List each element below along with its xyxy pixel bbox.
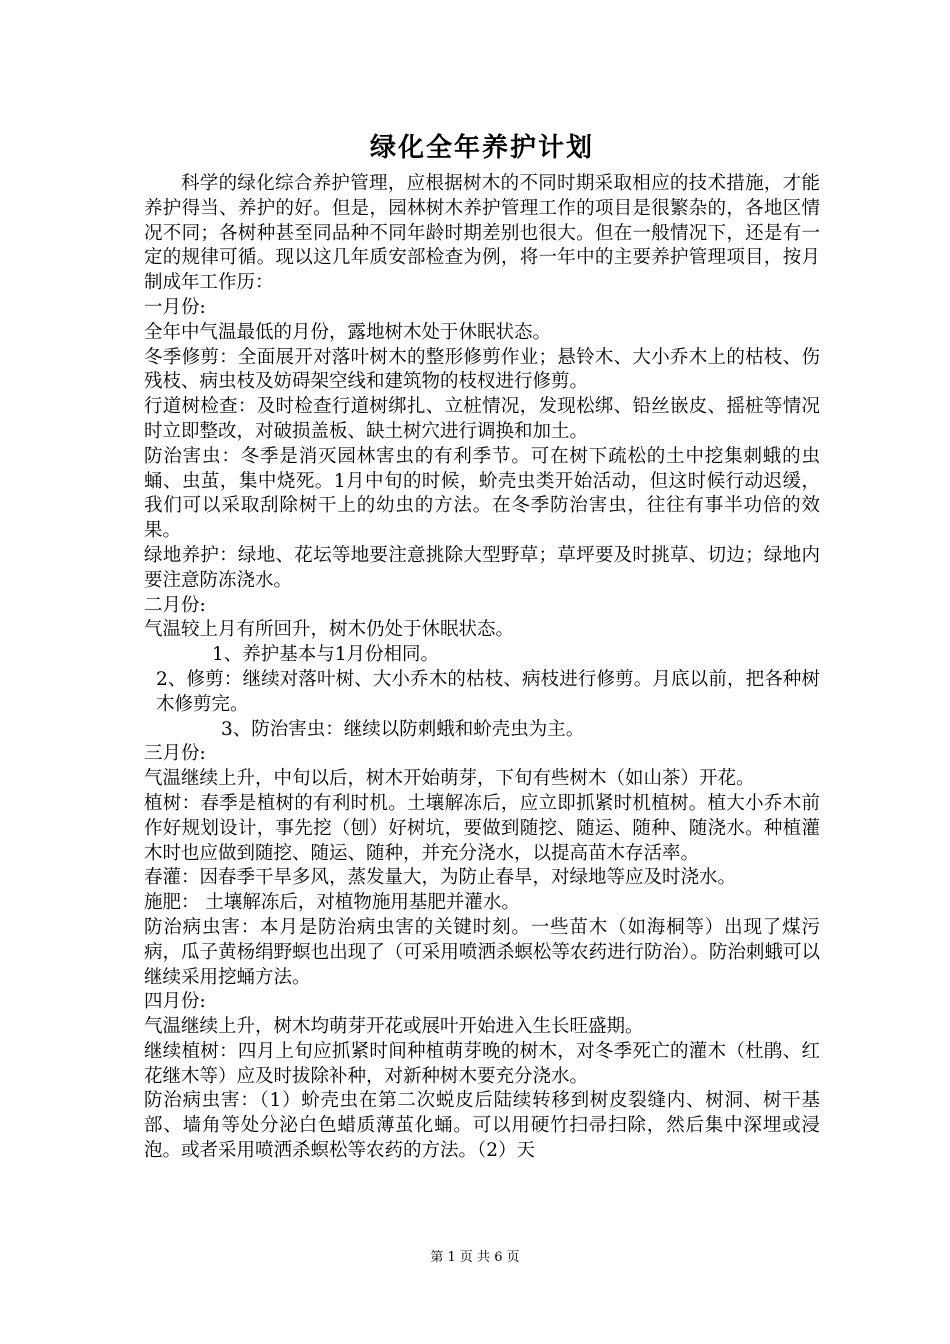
section-heading-april: 四月份: — [144, 991, 206, 1013]
paragraph: 气温继续上升，中旬以后，树木开始萌芽，下旬有些树木（如山茶）开花。 — [144, 768, 755, 790]
document-body — [144, 172, 820, 1164]
paragraph: 全年中气温最低的月份，露地树木处于休眠状态。 — [144, 321, 552, 343]
document-title: 绿化全年养护计划 — [369, 133, 594, 163]
list-item: 2、修剪：继续对落叶树、大小乔木的枯枝、病枝进行修剪。月底以前，把各种树木修剪完。 — [156, 668, 820, 715]
page-footer: 第 1 页 共 6 页 — [430, 1250, 520, 1265]
section-heading-march: 三月份: — [144, 743, 206, 765]
intro-paragraph: 科学的绿化综合养护管理，应根据树木的不同时期采取相应的技术措施，才能养护得当、养护的好。但是，园林树木养护管理工作的项目是很繁杂的，各地区情况不同；各树种甚至同品种不同年龄时期差别也很大。但在一般情况下，还是有一定的规律可循。现以这几年质安部检查为例，将一年中的主要养护管理项目，按月制成年工作历： — [144, 173, 820, 294]
paragraph: 植树：春季是植树的有利时机。土壤解冻后，应立即抓紧时机植树。植大小乔木前作好规划设计，事先挖（刨）好树坑，要做到随挖、随运、随种、随浇水。种植灌木时也应做到随挖、随运、随种，并充分浇水，以提高苗木存活率。 — [144, 792, 820, 864]
section-heading-january: 一月份: — [144, 296, 206, 318]
paragraph: 防治病虫害：本月是防治病虫害的关键时刻。一些苗木（如海桐等）出现了煤污病，瓜子黄杨绢野螟也出现了（可采用喷洒杀螟松等农药进行防治）。防治刺蛾可以继续采用挖蛹方法。 — [144, 916, 820, 988]
list-item: 3、防治害虫：继续以防刺蛾和蚧壳虫为主。 — [221, 718, 585, 740]
paragraph: 绿地养护：绿地、花坛等地要注意挑除大型野草；草坪要及时挑草、切边；绿地内要注意防冻浇水。 — [144, 544, 820, 591]
paragraph: 气温较上月有所回升，树木仍处于休眠状态。 — [144, 619, 515, 641]
section-heading-february: 二月份: — [144, 594, 206, 616]
paragraph: 冬季修剪：全面展开对落叶树木的整形修剪作业；悬铃木、大小乔木上的枯枝、伤残枝、病虫枝及妨碍架空线和建筑物的枝杈进行修剪。 — [144, 346, 820, 393]
paragraph: 气温继续上升，树木均萌芽开花或展叶开始进入生长旺盛期。 — [144, 1016, 644, 1038]
paragraph: 防治病虫害：（1）蚧壳虫在第二次蜕皮后陆续转移到树皮裂缝内、树洞、树干基部、墙角等处分泌白色蜡质薄茧化蛹。可以用硬竹扫帚扫除，然后集中深埋或浸泡。或者采用喷洒杀螟松等农药的方法。（2）天 — [144, 1090, 820, 1162]
document-page — [144, 128, 820, 1164]
paragraph: 春灌：因春季干旱多风，蒸发量大，为防止春旱，对绿地等应及时浇水。 — [144, 867, 737, 889]
paragraph: 防治害虫：冬季是消灭园林害虫的有利季节。可在树下疏松的土中挖集刺蛾的虫蛹、虫茧，集中烧死。1月中旬的时候，蚧壳虫类开始活动，但这时候行动迟缓，我们可以采取刮除树干上的幼虫的方法。在冬季防治害虫，往往有事半功倍的效果。 — [144, 445, 820, 542]
list-item: 1、养护基本与1月份相同。 — [212, 644, 440, 666]
paragraph: 继续植树：四月上旬应抓紧时间种植萌芽晚的树木，对冬季死亡的灌木（杜鹃、红花继木等）应及时拔除补种，对新种树木要充分浇水。 — [144, 1040, 820, 1087]
paragraph: 施肥： 土壤解冻后，对植物施用基肥并灌水。 — [144, 892, 520, 914]
paragraph: 行道树检查：及时检查行道树绑扎、立桩情况，发现松绑、铅丝嵌皮、摇桩等情况时立即整改，对破损盖板、缺土树穴进行调换和加土。 — [144, 396, 820, 442]
